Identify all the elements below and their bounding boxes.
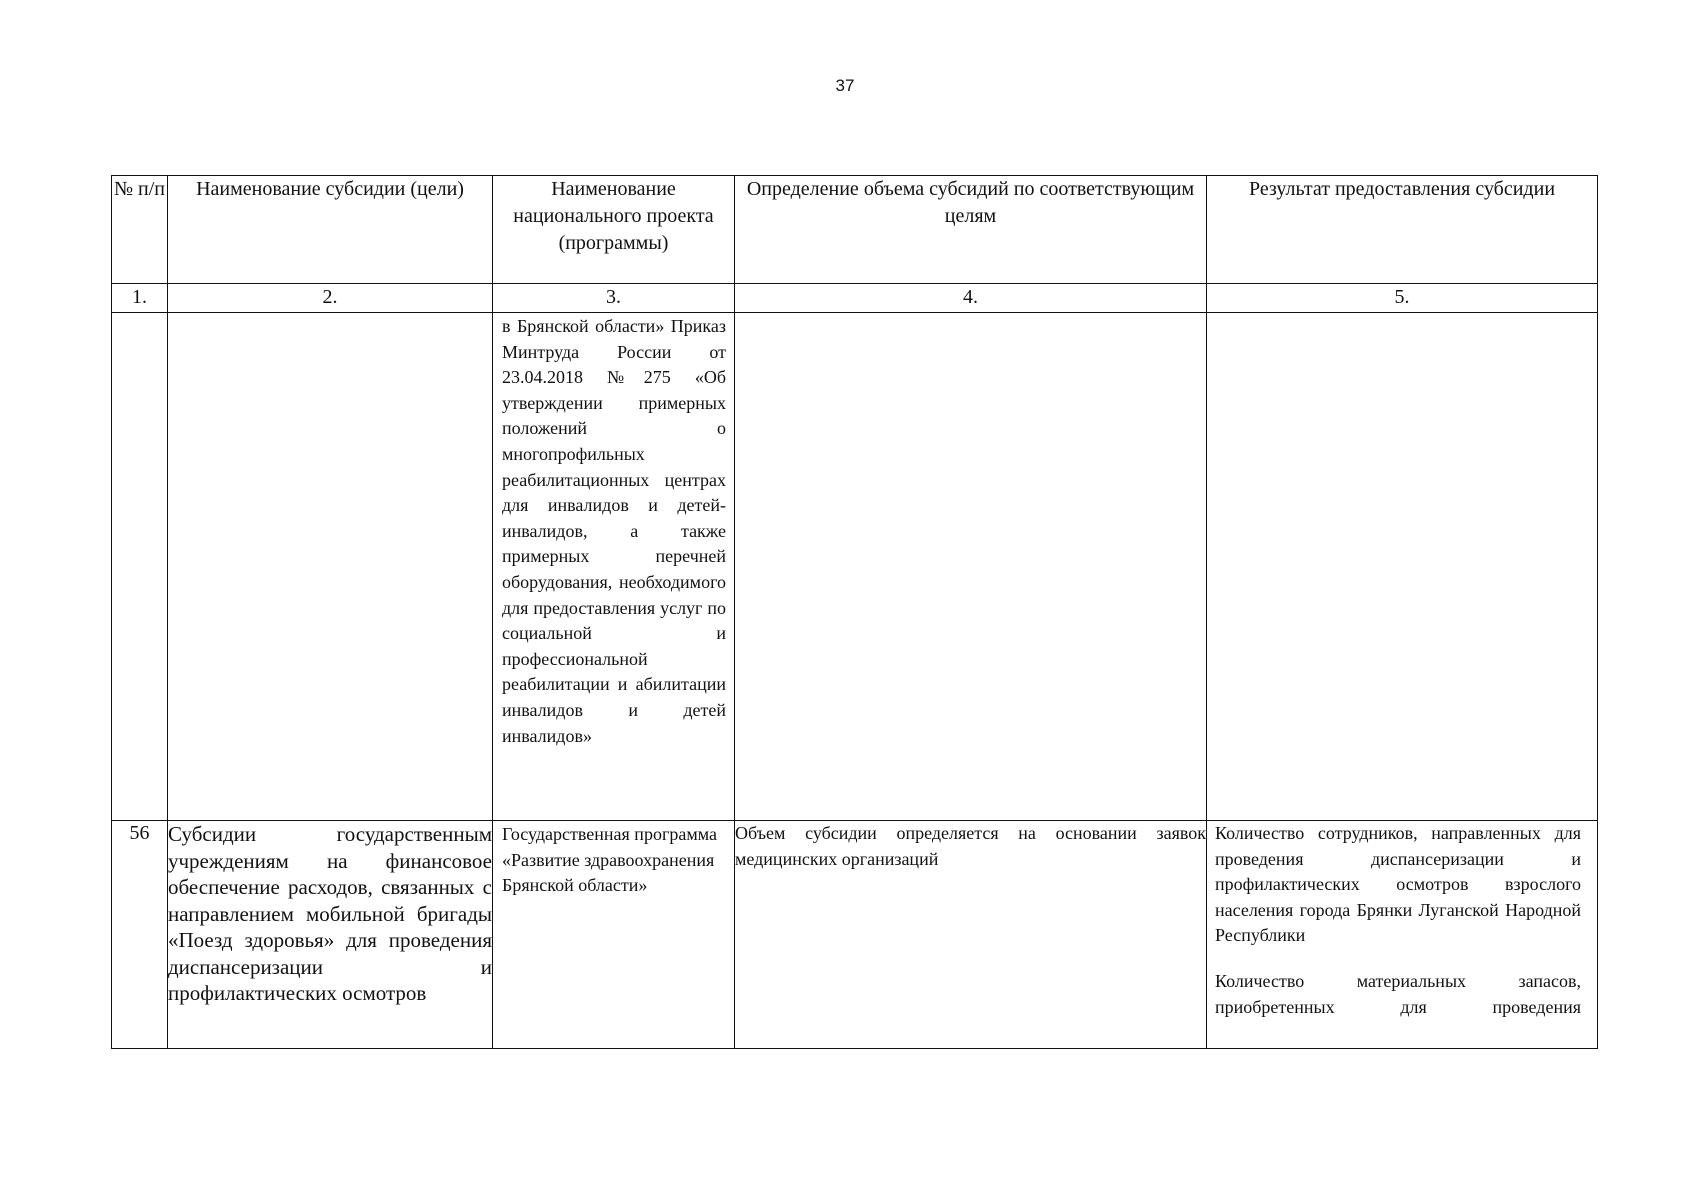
- column-number: 4.: [735, 284, 1207, 313]
- column-number-row: [112, 284, 1598, 313]
- header-result: Результат предоставления субсидии: [1207, 176, 1598, 284]
- volume-determination: Объем субсидии определяется на основании заявок медицинских организаций: [735, 821, 1207, 1049]
- header-row: [112, 176, 1598, 284]
- result-cell: [1207, 821, 1598, 1049]
- row-number: 56: [112, 821, 168, 1049]
- column-number: 5.: [1207, 284, 1598, 313]
- header-volume-determination: Определение объема субсидий по соответствующим целям: [735, 176, 1207, 284]
- table-row-continued: [112, 313, 1598, 821]
- paragraph-gap: [1215, 949, 1581, 969]
- cell-empty: [112, 313, 168, 821]
- subsidy-table: [111, 175, 1598, 1049]
- column-number: 2.: [168, 284, 493, 313]
- header-national-project: Наименование национального проекта (программы): [493, 176, 735, 284]
- header-number: № п/п: [112, 176, 168, 284]
- table-row: [112, 821, 1598, 1049]
- column-number: 1.: [112, 284, 168, 313]
- cell-empty: [735, 313, 1207, 821]
- result-text-1: Количество сотрудников, направленных для проведения диспансеризации и профилактических осмотров взрослого населения города Брянки Луганской Народной Республики: [1215, 823, 1581, 946]
- cell-empty: [168, 313, 493, 821]
- page-number: 37: [835, 76, 855, 95]
- header-subsidy-name: Наименование субсидии (цели): [168, 176, 493, 284]
- result-text-2: Количество материальных запасов, приобретенных для проведения: [1215, 970, 1581, 1017]
- column-number: 3.: [493, 284, 735, 313]
- continued-program-text: в Брянской области» Приказ Минтруда России от 23.04.2018 №275 «Об утверждении примерных положений о многопрофильных реабилитационных центрах для инвалидов и детей-инвалидов, а также примерных перечней оборудования, необходимого для предоставления услуг по социальной и профессиональной реабилитации и абилитации инвалидов и детей инвалидов»: [493, 313, 735, 821]
- cell-empty: [1207, 313, 1598, 821]
- subsidy-name: Субсидии государственным учреждениям на финансовое обеспечение расходов, связанных с направлением мобильной бригады «Поезд здоровья» для проведения диспансеризации и профилактических осмотров: [168, 821, 493, 1049]
- program-name: Государственная программа «Развитие здравоохранения Брянской области»: [493, 821, 735, 1049]
